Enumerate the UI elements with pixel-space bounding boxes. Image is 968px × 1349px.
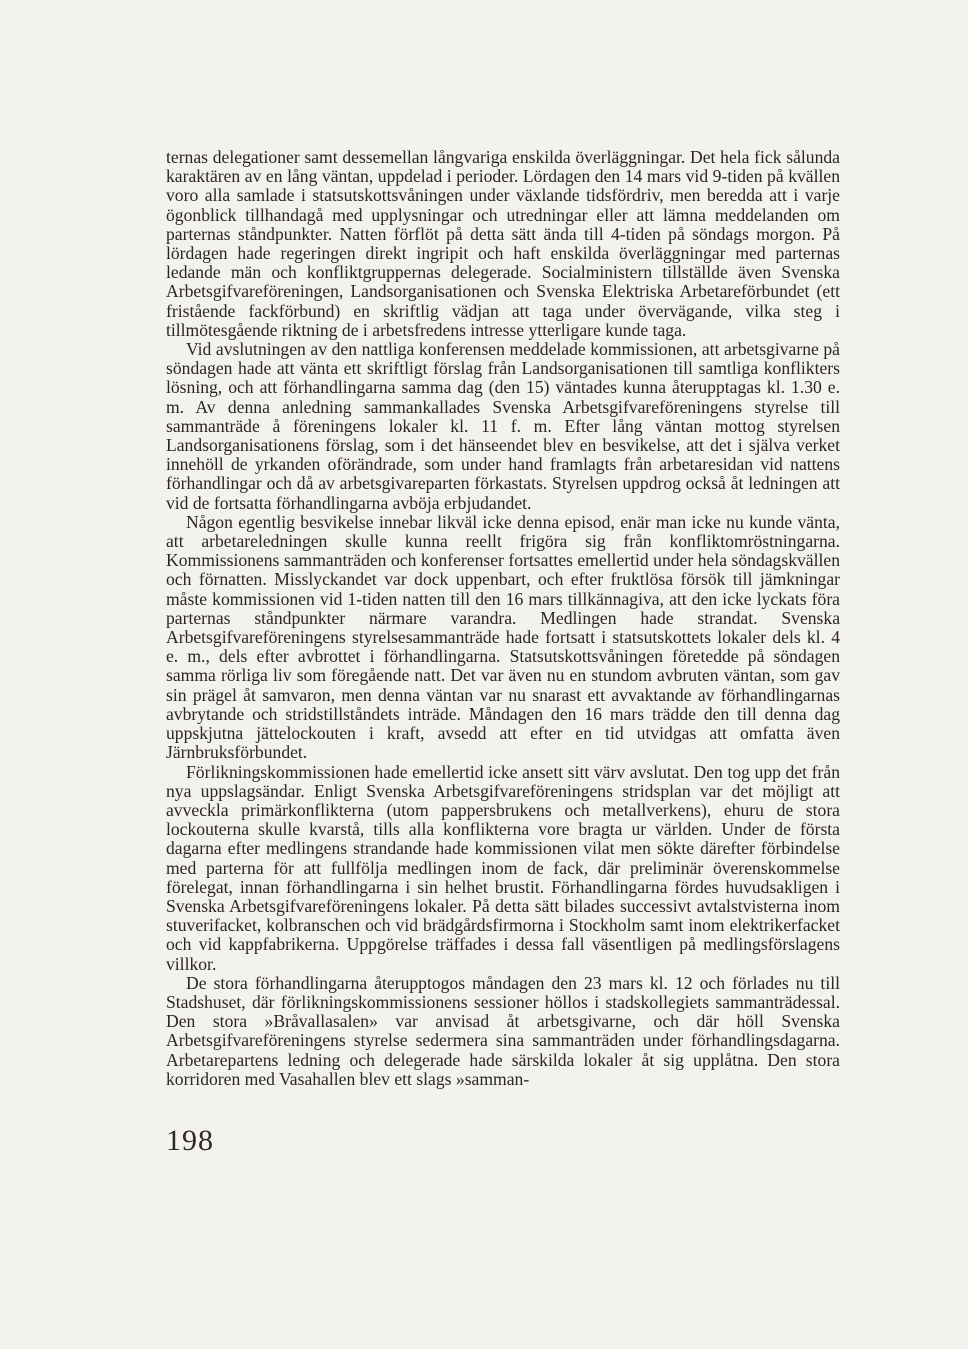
paragraph-continued: ternas delegationer samt dessemellan långvariga enskilda överläggningar. Det hela fick sålunda karaktären av en lång väntan, uppdelad i perioder. Lördagen den 14 mars vid 9-tiden på kvällen voro alla samlade i statsutskottsvåningen under växlande tidsfördriv, men beredda att i varje ögonblick tillhandagå med upplysningar och utredningar eller att lämna meddelanden om parternas ståndpunkter. Natten förflöt på detta sätt ända till 4-tiden på söndags morgon. På lördagen hade regeringen direkt ingripit och haft enskilda överläggningar med parternas ledande män och konfliktgruppernas delegerade. Socialministern tillställde även Svenska Arbetsgifvareföreningen, Landsorganisationen och Svenska Elektriska Arbetareförbundet (ett fristående fackförbund) en skriftlig vädjan att taga under övervägande, vilka steg i tillmötesgående riktning de i arbetsfredens intresse ytterligare kunde taga. [166,147,840,340]
paragraph: Vid avslutningen av den nattliga konferensen meddelade kommissionen, att arbetsgivarne på söndagen hade att vänta ett skriftligt förslag från Landsorganisationen till samtliga konflikters lösning, och att förhandlingarna samma dag (den 15) väntades kunna återupptagas kl. 1.30 e. m. Av denna anledning sammankallades Svenska Arbetsgifvareföreningens styrelse till sammanträde å föreningens lokaler kl. 11 f. m. Efter lång väntan mottog styrelsen Landsorganisationens förslag, som i det hänseendet blev en besvikelse, att det i själva verket innehöll de yrkanden oförändrade, som under hand framlagts från arbetaresidan vid nattens förhandlingar och då av arbetsgivareparten förkastats. Styrelsen uppdrog också åt ledningen att vid de fortsatta förhandlingarna avböja erbjudandet. [166,339,840,513]
page-number: 198 [166,1124,214,1157]
body-text [166,148,840,1089]
paragraph: De stora förhandlingarna återupptogos måndagen den 23 mars kl. 12 och förlades nu till Stadshuset, där förlikningskommissionens sessioner höllos i stadskollegiets sammanträdessal. Den stora »Bråvallasalen» var anvisad åt arbetsgivarne, och där höll Svenska Arbetsgifvareföreningens styrelse sedermera sina sammanträden under förhandlingsdagarna. Arbetarepartens ledning och delegerade hade särskilda lokaler åt sig upplåtna. Den stora korridoren med Vasahallen blev ett slags »samman- [166,972,840,1089]
paragraph: Förlikningskommissionen hade emellertid icke ansett sitt värv avslutat. Den tog upp det från nya uppslagsändar. Enligt Svenska Arbetsgifvareföreningens stridsplan var det möjligt att avveckla primärkonflikterna (utom pappersbrukens och metallverkens), ehuru de stora lockouterna skulle kvarstå, tills alla konflikterna vore bragta ur världen. Under de första dagarna efter medlingens strandande hade kommissionen vilat men sökte därefter förbindelse med parterna för att fullfölja medlingen inom de fack, där preliminär överenskommelse förelegat, innan förhandlingarna i sin helhet brustit. Förhandlingarna fördes huvudsakligen i Svenska Arbetsgifvareföreningens lokaler. På detta sätt bilades successivt avtalstvisterna inom stuverifacket, kolbranschen och vid brädgårdsfirmorna i Stockholm samt inom elektrikerfacket och vid kappfabrikerna. Uppgörelse träffades i dessa fall väsentligen på medlingsförslagens villkor. [166,761,840,974]
paragraph: Någon egentlig besvikelse innebar likväl icke denna episod, enär man icke nu kunde vänta, att arbetareledningen skulle kunna reellt frigöra sig från konfliktomröstningarna. Kommissionens sammanträden och konferenser fortsattes emellertid under hela söndagskvällen och förnatten. Misslyckandet var dock uppenbart, och efter fruktlösa försök till jämkningar måste kommissionen vid 1-tiden natten till den 16 mars tillkännagiva, att den icke lyckats föra parternas ståndpunkter närmare varandra. Medlingen hade strandat. Svenska Arbetsgifvareföreningens styrelsesammanträde hade fortsatt i statsutskottets lokaler dels kl. 4 e. m., dels efter avbrottet i förhandlingarna. Statsutskottsvåningen företedde på söndagen samma rörliga liv som föregående natt. Det var även nu en stundom avbruten väntan, som gav sin prägel åt samvaron, men denna väntan var nu snarast ett avvaktande av förhandlingarnas avbrytande och stridstillståndets inträde. Måndagen den 16 mars trädde den till denna dag uppskjutna jättelockouten i kraft, avsedd att efter en tid utvidgas att omfatta även Järnbruksförbundet. [166,511,840,763]
